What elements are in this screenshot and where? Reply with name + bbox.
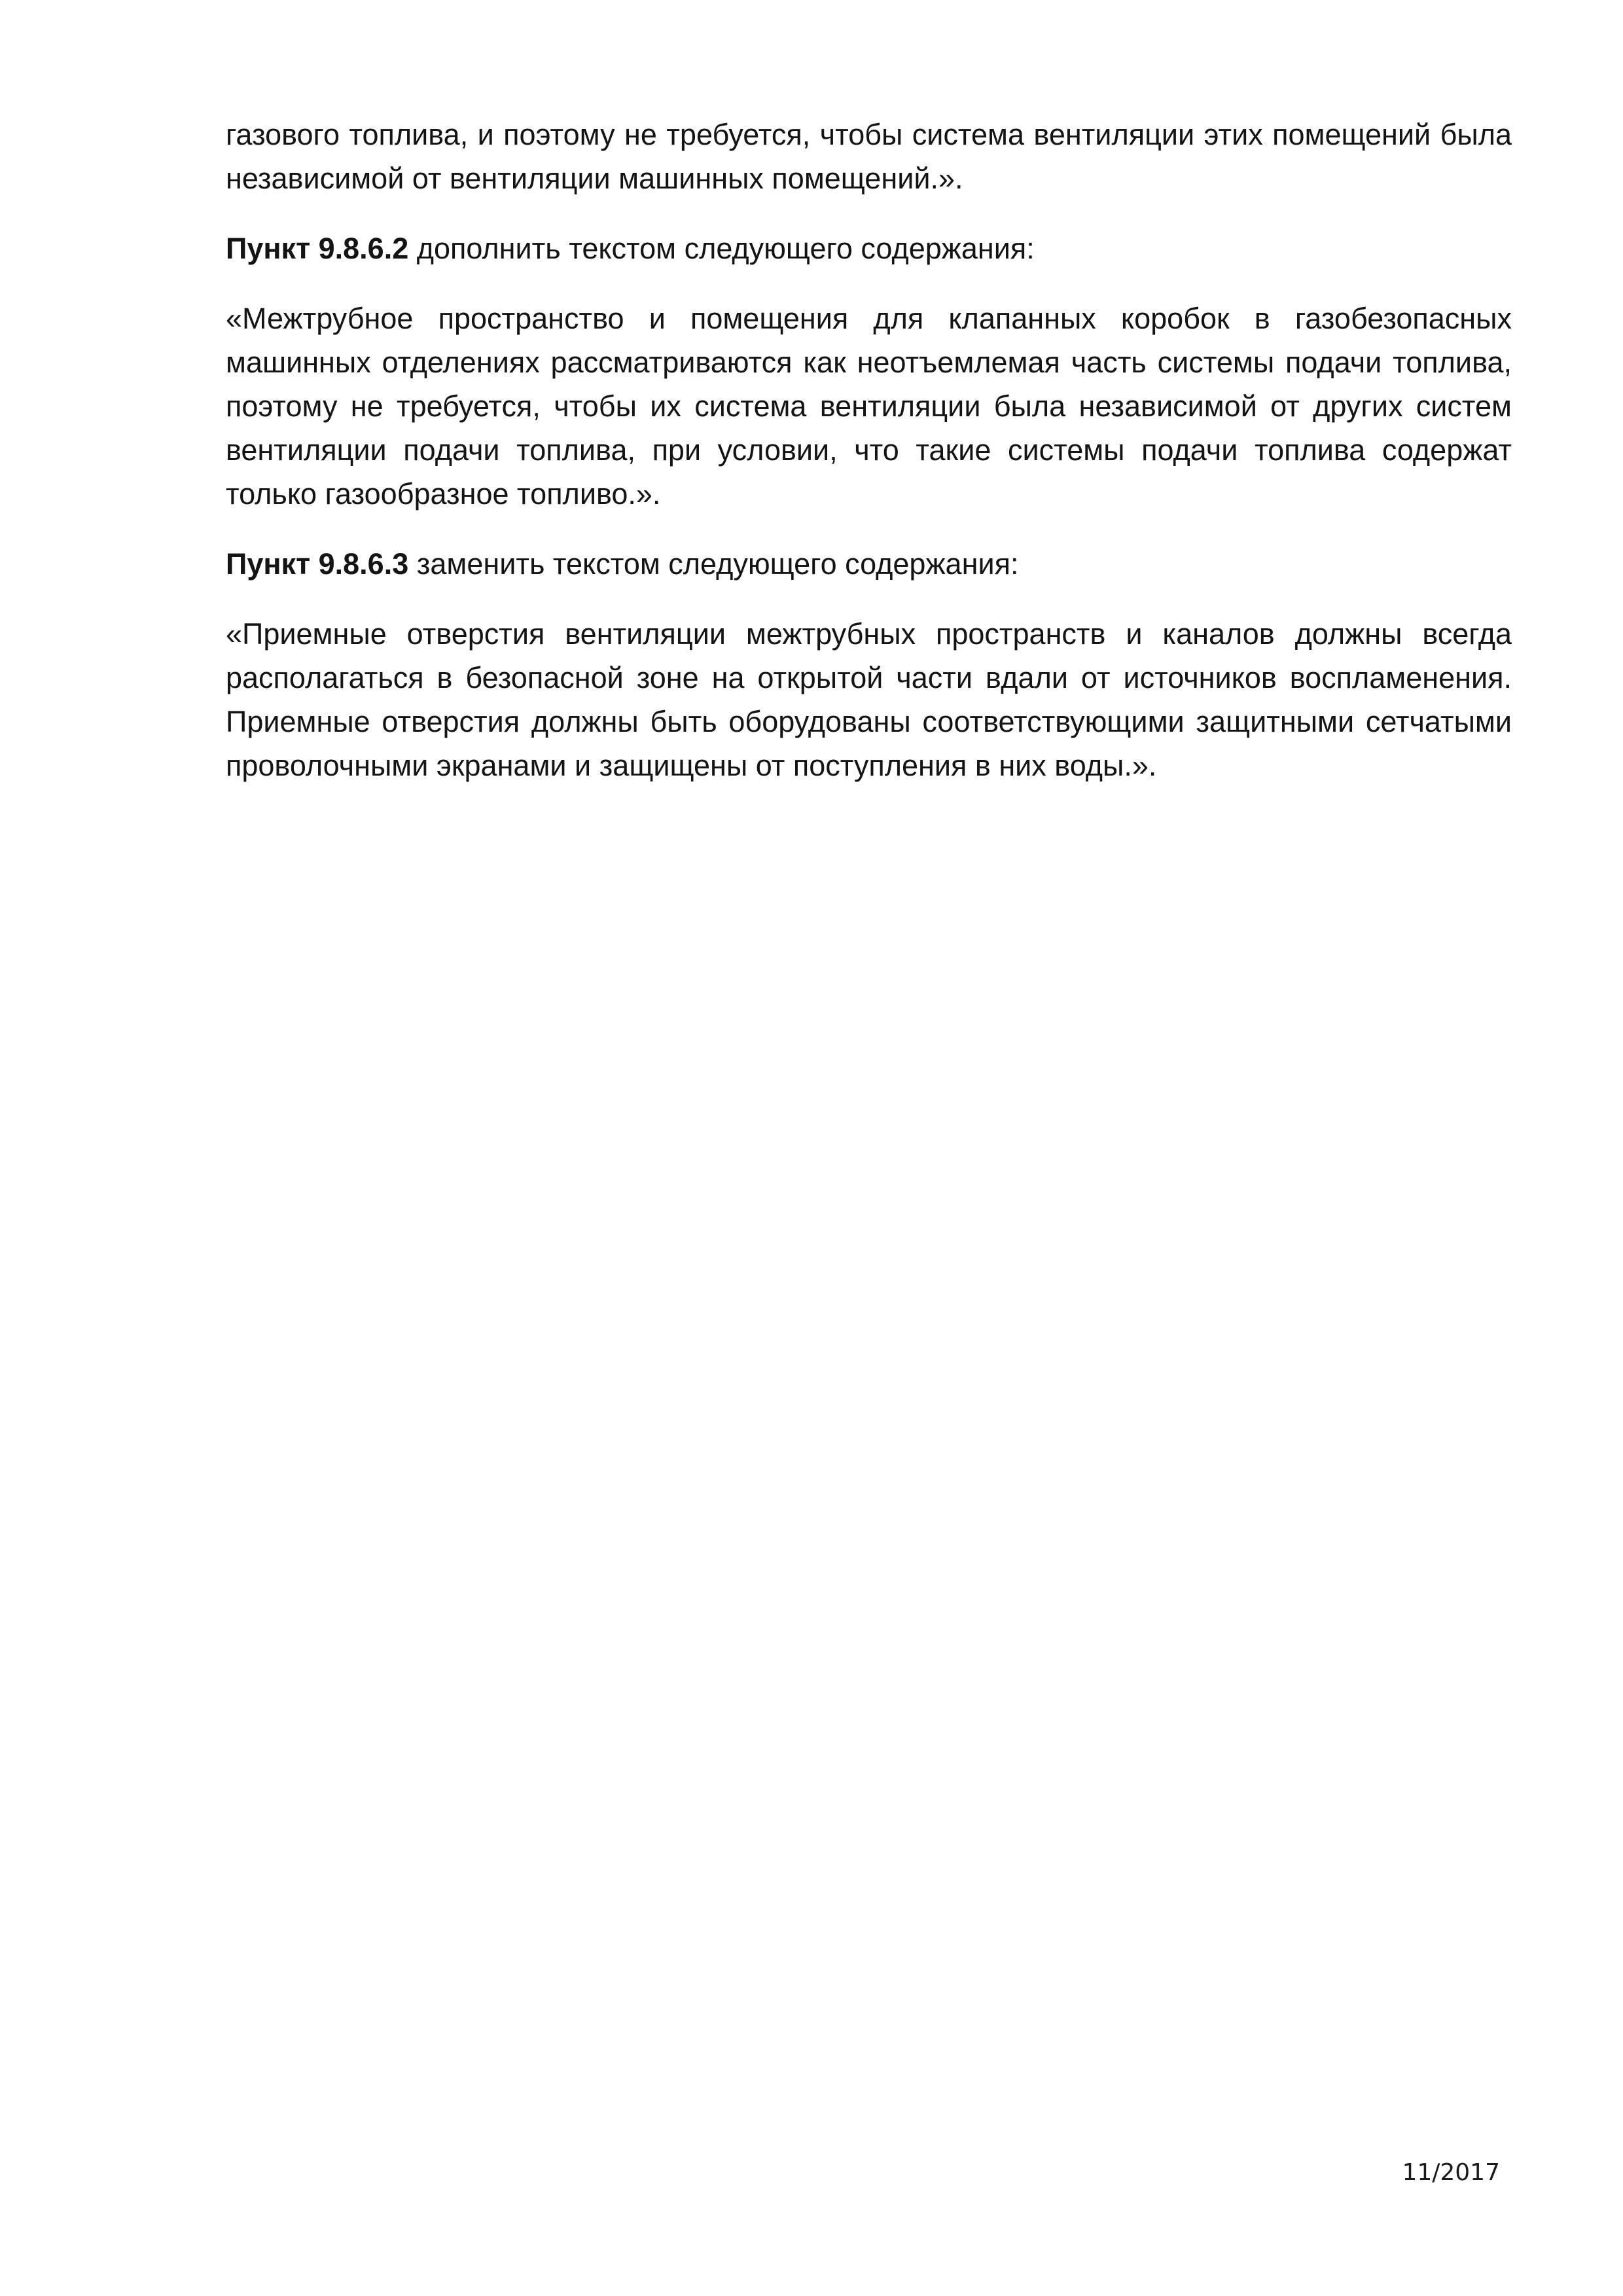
paragraph-clause-9-8-6-3-text: «Приемные отверстия вентиляции межтрубных пространств и каналов должны всегда располагаться в безопасной зоне на открытой части вдали от источников воспламенения. Приемные отверстия должны быть оборудованы соответствующими защитными сетчатыми проволочными экранами и защищены от поступления в них воды.». <box>226 617 1512 782</box>
paragraph-clause-9-8-6-2-text: «Межтрубное пространство и помещения для клапанных коробок в газобезопасных машинных отделениях рассматриваются как неотъемлемая часть системы подачи топлива, поэтому не требуется, чтобы их система вентиляции была независимой от других систем вентиляции подачи топлива, при условии, что такие системы подачи топлива содержат только газообразное топливо.». <box>226 302 1512 511</box>
clause-instruction: дополнить текстом следующего содержания: <box>408 232 1035 265</box>
clause-number: Пункт 9.8.6.2 <box>226 232 409 265</box>
paragraph-continuation: газового топлива, и поэтому не требуется, чтобы система вентиляции этих помещений была независимой от вентиляции машинных помещений.». <box>226 118 1512 195</box>
paragraph-clause-9-8-6-3 <box>226 542 1512 586</box>
clause-number: Пункт 9.8.6.3 <box>226 547 409 581</box>
page-number: 11/2017 <box>1402 2159 1500 2186</box>
clause-instruction: заменить текстом следующего содержания: <box>408 547 1019 581</box>
paragraph-clause-9-8-6-2 <box>226 226 1512 270</box>
document-body <box>226 113 1512 814</box>
